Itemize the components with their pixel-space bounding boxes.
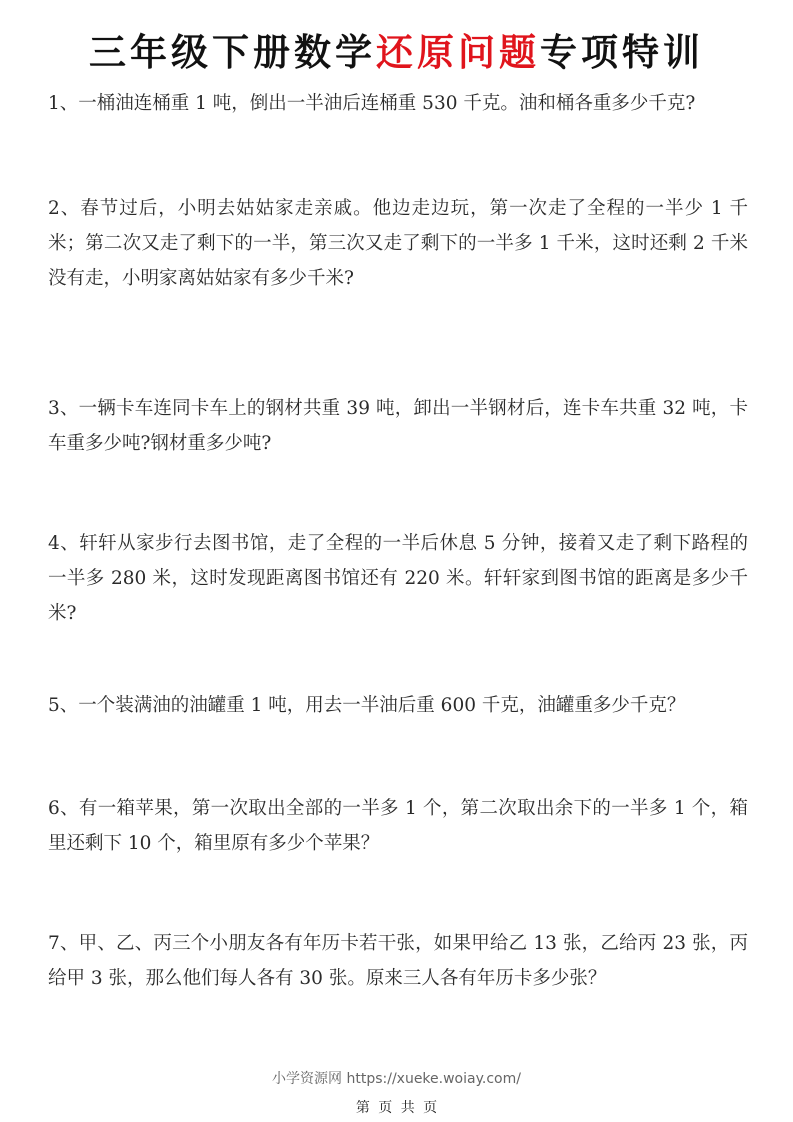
question-6: 6、有一箱苹果，第一次取出全部的一半多 1 个，第二次取出余下的一半多 1 个，箱里还剩下 10 个，箱里原有多少个苹果？ bbox=[48, 798, 748, 854]
question-2: 2、春节过后，小明去姑姑家走亲戚。他边走边玩，第一次走了全程的一半少 1 千米；第二次又走了剩下的一半，第三次又走了剩下的一半多 1 千米，这时还剩 2 千米没有走，小明家离姑姑家有多少千米? bbox=[48, 198, 748, 289]
question-4: 4、轩轩从家步行去图书馆，走了全程的一半后休息 5 分钟，接着又走了剩下路程的一半多 280 米，这时发现距离图书馆还有 220 米。轩轩家到图书馆的距离是多少千米? bbox=[48, 533, 748, 624]
question-5: 5、一个装满油的油罐重 1 吨，用去一半油后重 600 千克，油罐重多少千克？ bbox=[48, 695, 686, 716]
title-highlight: 还原问题 bbox=[376, 31, 540, 74]
footer-site-link[interactable]: 小学资源网 https://xueke.woiay.com/ bbox=[272, 1071, 521, 1087]
footer-page-number: 第 页 共 页 bbox=[355, 1100, 438, 1116]
title-suffix: 专项特训 bbox=[540, 31, 704, 74]
page-title bbox=[0, 22, 793, 76]
question-1: 1、一桶油连桶重 1 吨，倒出一半油后连桶重 530 千克。油和桶各重多少千克? bbox=[48, 93, 696, 114]
question-7: 7、甲、乙、丙三个小朋友各有年历卡若干张，如果甲给乙 13 张，乙给丙 23 张，丙给甲 3 张，那么他们每人各有 30 张。原来三人各有年历卡多少张？ bbox=[48, 933, 748, 989]
question-3: 3、一辆卡车连同卡车上的钢材共重 39 吨，卸出一半钢材后，连卡车共重 32 吨，卡车重多少吨?钢材重多少吨? bbox=[48, 398, 748, 454]
title-prefix: 三年级下册数学 bbox=[89, 31, 376, 74]
